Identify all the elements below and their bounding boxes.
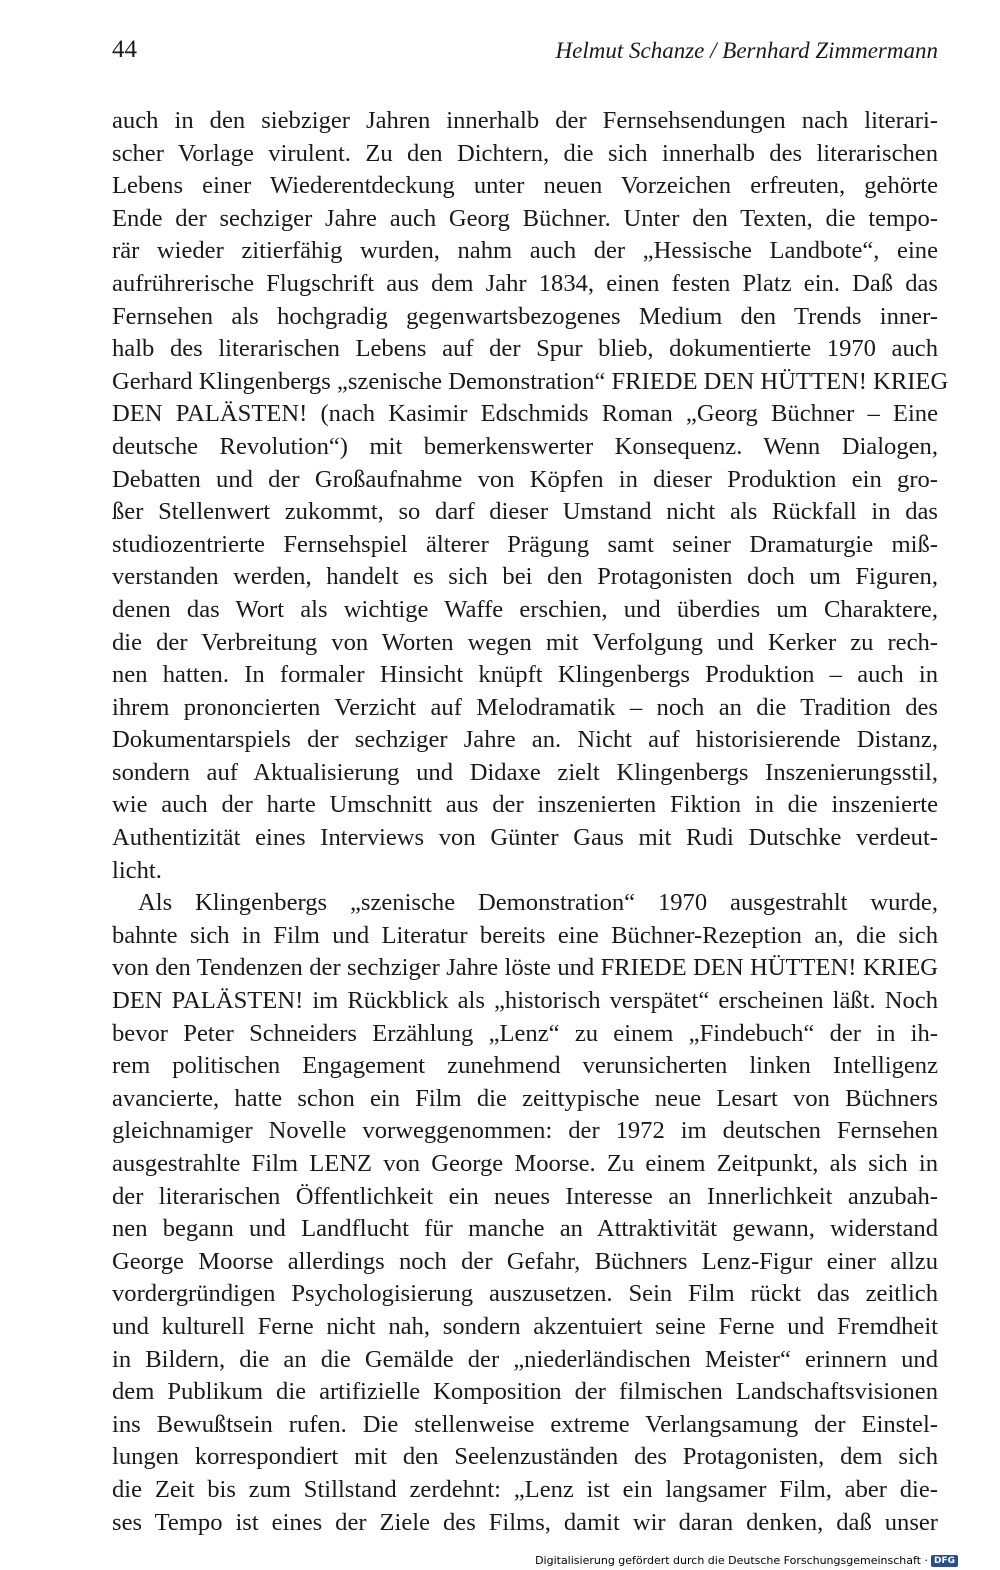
- text-line: avancierte, hatte schon ein Film die zeittypische neue Lesart von Büchners: [112, 1084, 938, 1112]
- running-head: Helmut Schanze / Bernhard Zimmermann: [555, 38, 938, 63]
- text-line: von den Tendenzen der sechziger Jahre löste und FRIEDE DEN HÜTTEN! KRIEG: [112, 954, 938, 982]
- text-line: rär wieder zitierfähig wurden, nahm auch der „Hessische Landbote“, eine: [112, 237, 938, 265]
- text-line: Ende der sechziger Jahre auch Georg Büchner. Unter den Texten, die tempo-: [112, 204, 938, 232]
- text-line: der literarischen Öffentlichkeit ein neues Interesse an Innerlichkeit anzubah-: [112, 1182, 938, 1210]
- text-line: die der Verbreitung von Worten wegen mit Verfolgung und Kerker zu rech-: [112, 628, 938, 656]
- text-line: scher Vorlage virulent. Zu den Dichtern, die sich innerhalb des literarischen: [112, 139, 938, 167]
- text-line: Gerhard Klingenbergs „szenische Demonstration“ FRIEDE DEN HÜTTEN! KRIEG: [112, 367, 949, 395]
- text-line: dem Publikum die artifizielle Komposition der filmischen Landschaftsvisionen: [112, 1378, 938, 1406]
- text-line: DEN PALÄSTEN! im Rückblick als „historisch verspätet“ erscheinen läßt. Noch: [112, 987, 938, 1015]
- text-line: denen das Wort als wichtige Waffe erschien, und überdies um Charaktere,: [112, 595, 938, 623]
- text-line: studiozentrierte Fernsehspiel älterer Prägung samt seiner Dramaturgie miß-: [112, 530, 938, 558]
- text-line: ins Bewußtsein rufen. Die stellenweise extreme Verlangsamung der Einstel-: [112, 1410, 938, 1438]
- text-line: Authentizität eines Interviews von Günter Gaus mit Rudi Dutschke verdeut-: [112, 824, 938, 852]
- text-line: verstanden werden, handelt es sich bei den Protagonisten doch um Figuren,: [112, 563, 938, 591]
- digitization-footer: [535, 1554, 958, 1567]
- text-line: Als Klingenbergs „szenische Demonstration“ 1970 ausgestrahlt wurde,: [138, 889, 938, 917]
- text-line: ihrem prononcierten Verzicht auf Melodramatik – noch an die Tradition des: [112, 693, 938, 721]
- text-line: sondern auf Aktualisierung und Didaxe zielt Klingenbergs Inszenierungsstil,: [112, 758, 938, 786]
- text-line: die Zeit bis zum Stillstand zerdehnt: „Lenz ist ein langsamer Film, aber die-: [112, 1475, 938, 1503]
- text-line: nen hatten. In formaler Hinsicht knüpft Klingenbergs Produktion – auch in: [112, 661, 938, 689]
- text-line: wie auch der harte Umschnitt aus der inszenierten Fiktion in die inszenierte: [112, 791, 938, 819]
- text-line: ßer Stellenwert zukommt, so darf dieser Umstand nicht als Rückfall in das: [112, 498, 938, 526]
- text-line: Lebens einer Wiederentdeckung unter neuen Vorzeichen erfreuten, gehörte: [112, 172, 938, 200]
- body-text: [112, 105, 949, 1539]
- text-line: in Bildern, die an die Gemälde der „niederländischen Meister“ erinnern und: [112, 1345, 938, 1373]
- paragraph: [112, 887, 938, 1539]
- text-line: deutsche Revolution“) mit bemerkenswerter Konsequenz. Wenn Dialogen,: [112, 432, 938, 460]
- text-line: aufrührerische Flugschrift aus dem Jahr 1834, einen festen Platz ein. Daß das: [112, 269, 938, 297]
- text-line: DEN PALÄSTEN! (nach Kasimir Edschmids Roman „Georg Büchner – Eine: [112, 400, 938, 428]
- text-line: lungen korrespondiert mit den Seelenzuständen des Protagonisten, dem sich: [112, 1443, 938, 1471]
- text-line: Dokumentarspiels der sechziger Jahre an. Nicht auf historisierende Distanz,: [112, 726, 938, 754]
- text-line: halb des literarischen Lebens auf der Spur blieb, dokumentierte 1970 auch: [112, 335, 938, 363]
- dfg-logo-icon: DFG: [931, 1555, 958, 1567]
- text-line: George Moorse allerdings noch der Gefahr, Büchners Lenz-Figur einer allzu: [112, 1247, 938, 1275]
- text-line: licht.: [112, 856, 162, 884]
- digitization-note: Digitalisierung gefördert durch die Deutsche Forschungsgemeinschaft ·: [535, 1554, 928, 1567]
- text-line: nen begann und Landflucht für manche an Attraktivität gewann, widerstand: [112, 1215, 938, 1243]
- text-line: vordergründigen Psychologisierung auszusetzen. Sein Film rückt das zeitlich: [112, 1280, 938, 1308]
- text-line: ses Tempo ist eines der Ziele des Films, damit wir daran denken, daß unser: [112, 1508, 938, 1536]
- text-line: gleichnamiger Novelle vorweggenommen: der 1972 im deutschen Fernsehen: [112, 1117, 938, 1145]
- text-line: bahnte sich in Film und Literatur bereits eine Büchner-Rezeption an, die sich: [112, 921, 938, 949]
- text-line: auch in den siebziger Jahren innerhalb der Fernsehsendungen nach literari-: [112, 107, 938, 134]
- page-number: 44: [112, 36, 137, 63]
- text-line: ausgestrahlte Film LENZ von George Moorse. Zu einem Zeitpunkt, als sich in: [112, 1150, 938, 1177]
- text-line: und kulturell Ferne nicht nah, sondern akzentuiert seine Ferne und Fremdheit: [112, 1312, 938, 1340]
- text-line: Fernsehen als hochgradig gegenwartsbezogenes Medium den Trends inner-: [112, 302, 938, 330]
- paragraph: [112, 105, 949, 887]
- text-line: Debatten und der Großaufnahme von Köpfen in dieser Produktion ein gro-: [112, 465, 938, 493]
- text-line: bevor Peter Schneiders Erzählung „Lenz“ zu einem „Findebuch“ der in ih-: [112, 1019, 938, 1047]
- text-line: rem politischen Engagement zunehmend verunsicherten linken Intelligenz: [112, 1052, 938, 1080]
